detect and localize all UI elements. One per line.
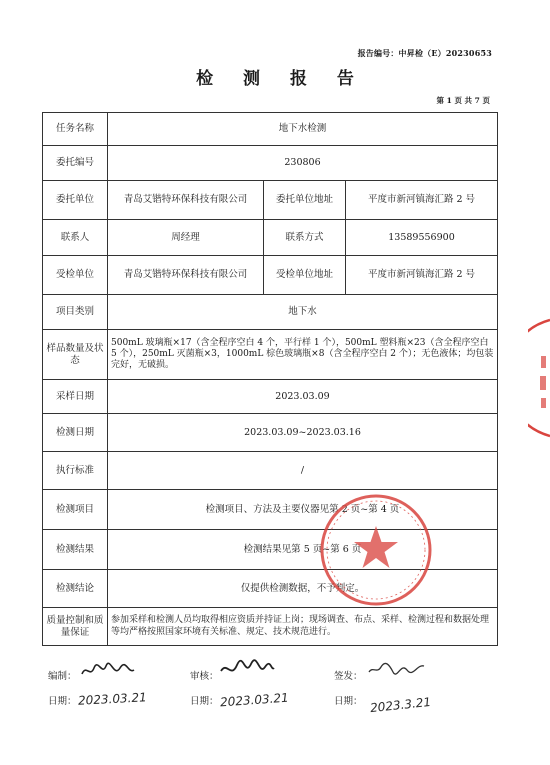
contact-method-label: 联系方式 xyxy=(264,220,346,256)
sampling-date-label: 采样日期 xyxy=(43,380,108,414)
issuer-date: 2023.3.21 xyxy=(369,694,432,716)
compiler-label: 编制： xyxy=(48,671,77,682)
samples-value: 500mL 玻璃瓶×17（含全程序空白 4 个，平行样 1 个），500mL 塑料瓶×23（含全程序空白 5 个），250mL 灭菌瓶×3，1000mL 棕色玻璃瓶×8（含全程序空白 2 个）；无色液体；均包装完好，无破损。 xyxy=(108,330,498,380)
qa-label: 质量控制和质量保证 xyxy=(43,608,108,646)
qa-value: 参加采样和检测人员均取得相应资质并持证上岗；现场调查、布点、采样、检测过程和数据处理等均严格按照国家环境有关标准、规定、技术规范进行。 xyxy=(108,608,498,646)
samples-label: 样品数量及状态 xyxy=(43,330,108,380)
category-value: 地下水 xyxy=(108,295,498,330)
table-row xyxy=(43,452,498,490)
table-row xyxy=(43,256,498,295)
issuer-signature xyxy=(366,658,428,680)
table-row xyxy=(43,181,498,220)
table-row xyxy=(43,295,498,330)
inspected-label: 受检单位 xyxy=(43,256,108,295)
commission-no-label: 委托编号 xyxy=(43,146,108,181)
task-name-label: 任务名称 xyxy=(43,113,108,146)
page-info: 第 1 页 共 7 页 xyxy=(436,96,490,105)
category-label: 项目类别 xyxy=(43,295,108,330)
test-date-value: 2023.03.09~2023.03.16 xyxy=(108,414,498,452)
compiler-date: 2023.03.21 xyxy=(77,690,148,708)
sampling-date-value: 2023.03.09 xyxy=(108,380,498,414)
reviewer-signature xyxy=(218,659,276,681)
commission-no-value: 230806 xyxy=(108,146,498,181)
reviewer-date: 2023.03.21 xyxy=(219,690,290,710)
official-stamp-seal xyxy=(318,492,434,608)
table-row xyxy=(43,380,498,414)
results-label: 检测结果 xyxy=(43,530,108,570)
table-row xyxy=(43,330,498,380)
contact-value: 周经理 xyxy=(108,220,264,256)
table-row xyxy=(43,146,498,181)
items-value: 检测项目、方法及主要仪器见第 2 页~第 4 页 xyxy=(108,490,498,530)
conclusion-label: 检测结论 xyxy=(43,570,108,608)
table-row xyxy=(43,220,498,256)
table-row xyxy=(43,608,498,646)
items-label: 检测项目 xyxy=(43,490,108,530)
client-address-value: 平度市新河镇海汇路 2 号 xyxy=(346,181,498,220)
issuer-date-label: 日期： xyxy=(334,696,363,707)
reviewer-date-label: 日期： xyxy=(190,696,219,707)
edge-seal xyxy=(528,318,550,438)
standard-value: / xyxy=(108,452,498,490)
compiler-signature xyxy=(78,660,136,682)
report-number: 报告编号：中昇检（E）20230653 xyxy=(357,48,492,58)
test-date-label: 检测日期 xyxy=(43,414,108,452)
inspected-value: 青岛艾锴特环保科技有限公司 xyxy=(108,256,264,295)
standard-label: 执行标准 xyxy=(43,452,108,490)
table-row xyxy=(43,113,498,146)
results-value: 检测结果见第 5 页~第 6 页 xyxy=(108,530,498,570)
client-label: 委托单位 xyxy=(43,181,108,220)
contact-method-value: 13589556900 xyxy=(346,220,498,256)
client-address-label: 委托单位地址 xyxy=(264,181,346,220)
report-title: 检 测 报 告 xyxy=(196,69,366,89)
conclusion-value: 仅提供检测数据，不予判定。 xyxy=(108,570,498,608)
client-value: 青岛艾锴特环保科技有限公司 xyxy=(108,181,264,220)
inspected-address-value: 平度市新河镇海汇路 2 号 xyxy=(346,256,498,295)
task-name-value: 地下水检测 xyxy=(108,113,498,146)
compiler-date-label: 日期： xyxy=(48,696,77,707)
reviewer-label: 审核： xyxy=(190,671,219,682)
contact-label: 联系人 xyxy=(43,220,108,256)
issuer-label: 签发： xyxy=(334,671,363,682)
inspected-address-label: 受检单位地址 xyxy=(264,256,346,295)
table-row xyxy=(43,414,498,452)
